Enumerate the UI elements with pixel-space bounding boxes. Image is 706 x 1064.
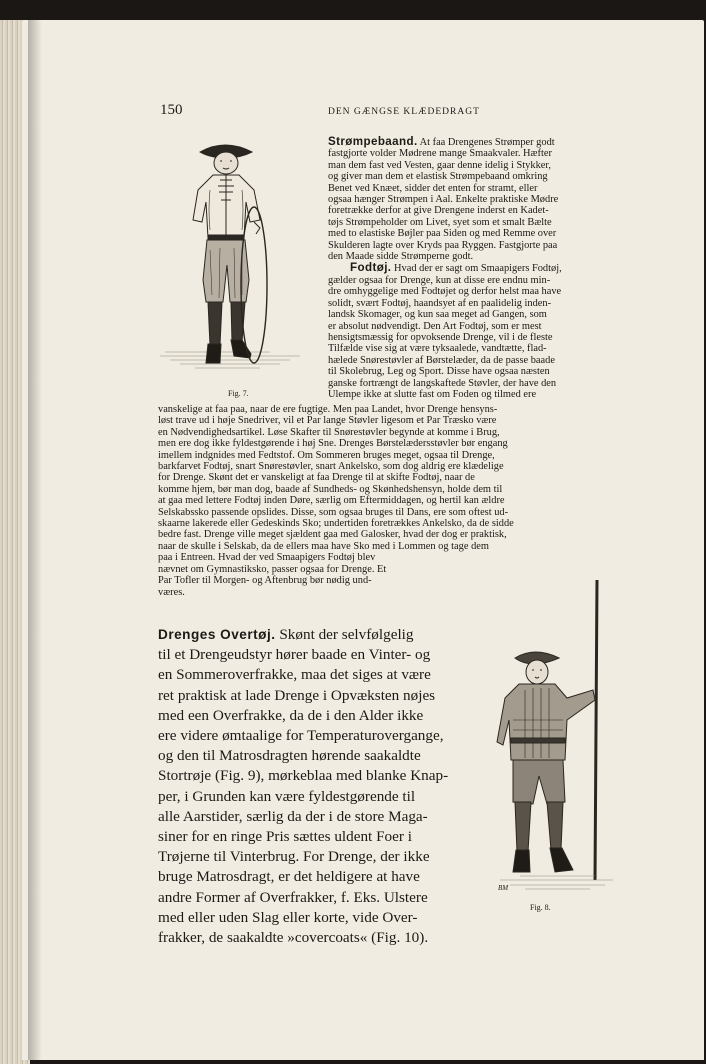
text-line: landsk Skomager, og kun saa meget ad Gangen, som [328, 309, 547, 321]
text-line: en Nødvendighedsartikel. Løse Skafter til Snørestøvler begynde at komme i Brug, [158, 426, 500, 438]
text-line: alle Aarstider, særlig da der i de store Maga- [158, 807, 428, 825]
text-line: ere videre ømtaalige for Temperaturovergange, [158, 727, 444, 745]
text-line: løst trave ud i høje Snedriver, vil et Par lange Støvler ligesom et Par Træsko være [158, 415, 497, 427]
text-line: per, i Grunden kan være fyldestgørende til [158, 787, 416, 805]
text-line: frakker, de saakaldte »covercoats« (Fig. 10). [158, 929, 429, 947]
section-heading-footwear: Fodtøj. [350, 261, 392, 275]
text-line: er absolut nødvendigt. Den Art Fodtøj, som er mest [328, 320, 542, 332]
figure-8-boy-with-pole [495, 580, 615, 898]
text-line: ret praktisk at lade Drenge i Opvæksten nøjes [158, 686, 436, 704]
text-line: barkfarvet Fodtøj, snart Snørestøvler, snart Ankelsko, som dog aldrig ere klædelige [158, 461, 504, 473]
text-line: med to elastiske Bøjler paa Siden og med Remme over [328, 228, 557, 240]
text-line: skaarne lakerede eller Gedeskinds Sko; undertiden foretrækkes Ankelsko, da de sidde [158, 518, 514, 530]
figure-7-boy-with-hoop [150, 130, 320, 385]
text-line: at gaa med lettere Fodtøj inden Døre, særlig om Eftermiddagen, og hertil kan ældre [158, 495, 505, 507]
illustrator-signature: BM [498, 884, 509, 892]
text-line: foretrække derfor at give Drengene inderst en Kadet- [328, 205, 549, 217]
text-line: til et Drengeudstyr hører baade en Vinter- og [158, 646, 431, 664]
text-line: solidt, svært Fodtøj, haandsyet af en paalidelig inden- [328, 297, 552, 309]
text-line: Selskabssko passende opslides. Disse, som ogsaa bruges til Dans, ere som oftest ud- [158, 506, 509, 518]
text-line: ganske fortrængt de langskaftede Støvler, der have den [328, 377, 557, 389]
text-block-full-width [158, 404, 639, 598]
text-line: vanskelige at faa paa, naar de ere fugtige. Men paa Landet, hvor Drenge hensyns- [158, 404, 498, 415]
text-line: væres. [158, 586, 185, 598]
text-line: og den til Matrosdragten hørende saakaldte [158, 747, 421, 765]
text-line: gælder ogsaa for Drenge, kun at disse ere endnu min- [328, 274, 551, 286]
text-column-stockings-footwear [328, 136, 639, 400]
text-line: bedre fast. Drenge ville meget sjældent gaa med Galosker, hvad der dog er praktisk, [158, 529, 507, 541]
text-line: Strømpebaand. At faa Drengenes Strømper godt [328, 135, 555, 148]
text-line: man dem fast ved Vesten, gaar denne idelig i Stykker, [328, 159, 552, 171]
text-line: Drenges Overtøj. Skønt der selvfølgelig [158, 626, 414, 643]
text-line: Stortrøje (Fig. 9), mørkeblaa med blanke Knap- [158, 767, 449, 785]
text-line: Tilfælde vise sig at være tyksaalede, vandtætte, flad- [328, 343, 547, 355]
text-line: Par Tofler til Morgen- og Aftenbrug bør nødig und- [158, 575, 372, 587]
text-line: Fodtøj. Hvad der er sagt om Smaapigers Fodtøj, [350, 261, 562, 275]
text-line: ogsaa hænger Strømpen i Aal. Enkelte praktiske Mødre [328, 194, 559, 206]
page-number: 150 [160, 102, 183, 118]
text-line: Benet ved Knæet, sidder det enten for stramt, eller [328, 182, 538, 194]
text-line: Trøjerne til Vinterbrug. For Drenge, der ikke [158, 848, 430, 866]
text-line: siner for en ringe Pris sættes uldent Foer i [158, 828, 412, 846]
text-line: paa i Entreen. Hvad der ved Smaapigers Fodtøj blev [158, 552, 376, 564]
text-line: men ere dog ikke fyldestgørende i høj Sne. Drenges Børstelædersstøvler bør engang [158, 438, 508, 450]
text-line: og giver man dem et elastisk Strømpebaand omkring [328, 171, 548, 183]
text-line: med een Overfrakke, da de i den Alder ikke [158, 706, 424, 724]
gutter-shadow [28, 20, 42, 1060]
text-line: fastgjorte volder Mødrene mange Smaakvaler. Hæfter [328, 148, 552, 160]
figure-8-caption: Fig. 8. [530, 903, 551, 912]
text-line: en Sommeroverfrakke, maa det siges at være [158, 666, 431, 684]
text-line: Skulderen lagte over Kryds paa Ryggen. Fastgjorte paa [328, 239, 558, 251]
text-line: dre omhyggelige med Fodtøjet og derfor helst maa have [328, 286, 562, 298]
text-block-narrow [158, 552, 470, 598]
text-line: komme hjem, bør man dog, baade af Sundheds- og Skønhedshensyn, holde dem til [158, 483, 503, 495]
text-line: naar de skulle i Selskab, da de ellers maa have Sko med i Lommen og tage dem [158, 540, 489, 552]
text-line: hensigtsmæssig for opvoksende Drenge, vil i de fleste [328, 331, 553, 343]
figure-7-caption: Fig. 7. [228, 389, 249, 398]
text-line: for Drenge. Skønt det er vanskeligt at faa Drenge til at skifte Fodtøj, naar de [158, 472, 475, 484]
text-block-boys-overcoats [158, 625, 468, 948]
text-line: imellem indgnides med Fedtstof. Om Sommeren bruges meget, ogsaa til Drenge, [158, 449, 495, 461]
text-line: nævnet om Gymnastiksko, passer ogsaa for Drenge. Et [158, 563, 387, 575]
text-line: Ulempe ikke at slutte fast om Foden og tilmed ere [328, 388, 537, 400]
section-heading-overcoats: Drenges Overtøj. [158, 627, 276, 642]
text-line: hælede Snørestøvler af Børstelæder, da de passe baade [328, 354, 555, 366]
text-line: med eller uden Slag eller korte, vide Over- [158, 908, 418, 926]
text-line: bruge Matrosdragt, er det heldigere at have [158, 868, 420, 886]
running-title: DEN GÆNGSE KLÆDEDRAGT [328, 107, 480, 117]
text-line: andre Former af Overfrakker, f. Eks. Ulstere [158, 888, 428, 906]
text-line: tøjs Strømpeholder om Livet, syet som et smalt Bælte [328, 216, 552, 228]
text-line: den Maade sidde Strømperne godt. [328, 251, 474, 263]
section-heading-stockings: Strømpebaand. [328, 135, 418, 148]
text-line: til Skolebrug, Leg og Sport. Disse have ogsaa næsten [328, 366, 550, 378]
